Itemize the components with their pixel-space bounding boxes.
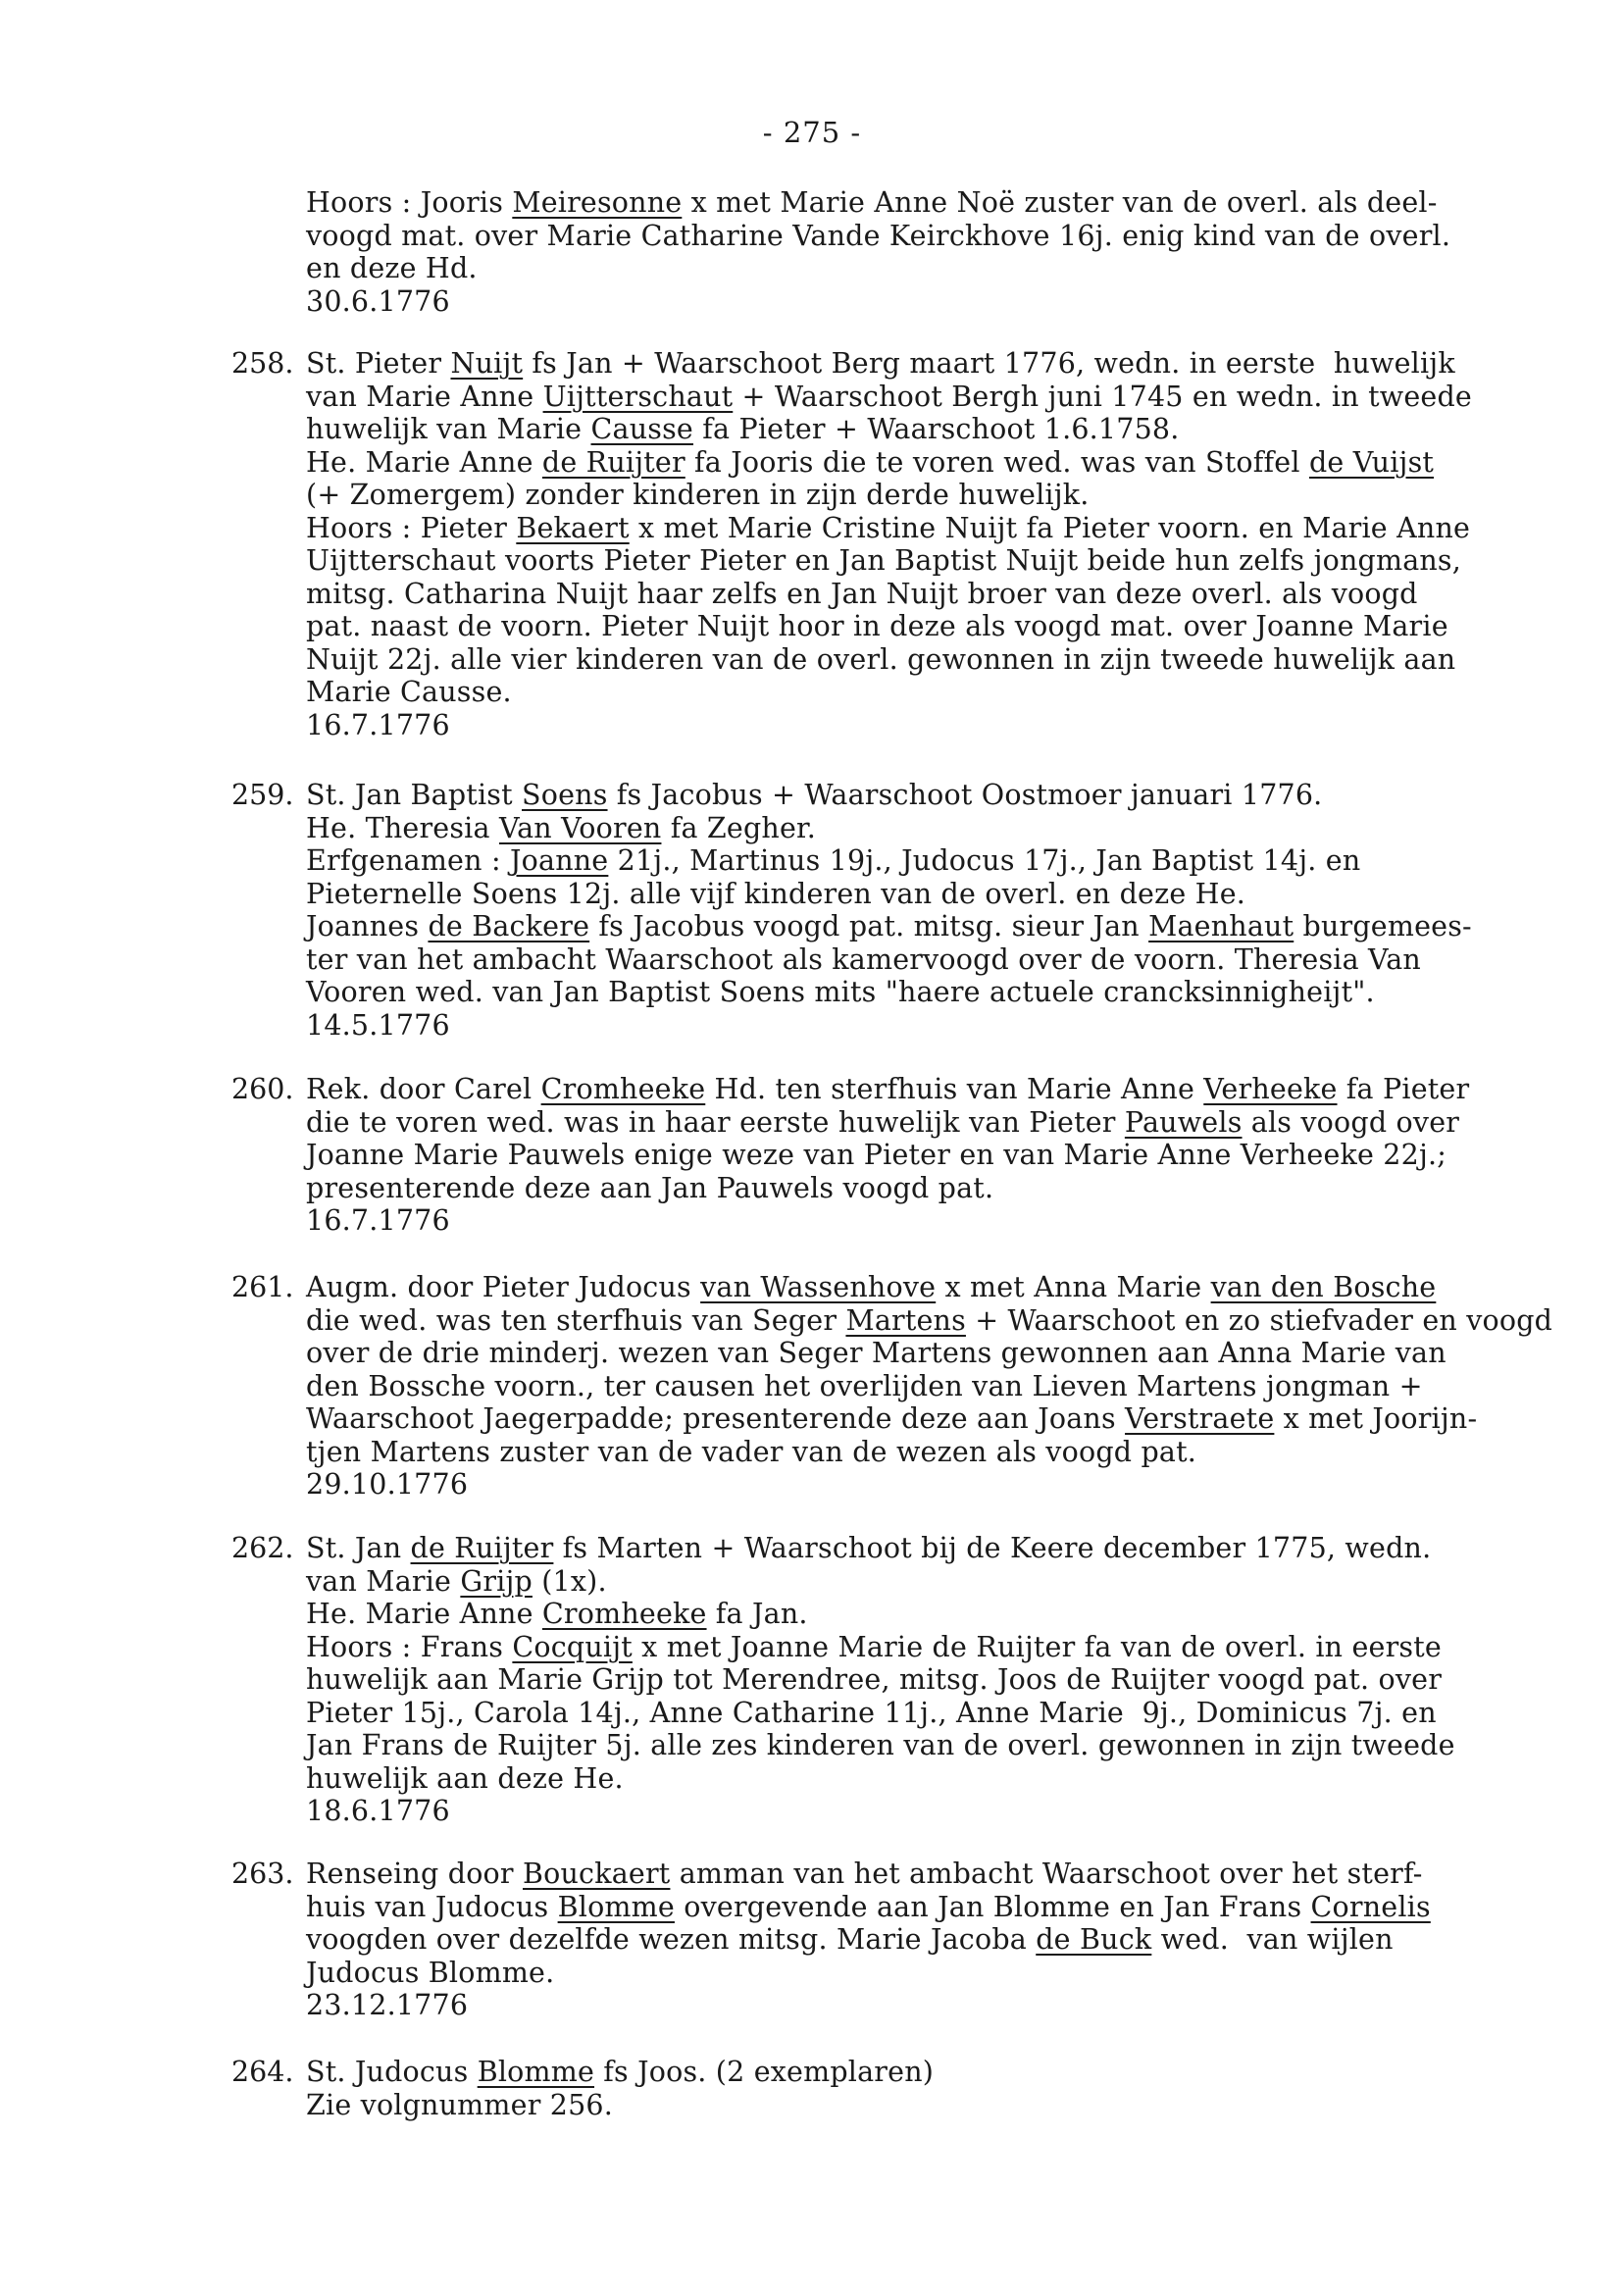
text-line bbox=[306, 676, 512, 709]
text-segment: Erfgenamen : bbox=[306, 844, 511, 877]
text-segment: He. Marie Anne bbox=[306, 1598, 542, 1630]
text-segment: Marie Causse. bbox=[306, 676, 512, 708]
text-segment: St. Jan bbox=[306, 1532, 411, 1564]
text-segment: Joanne Marie Pauwels enige weze van Pieter en van Marie Anne Verheeke 22j.; bbox=[306, 1139, 1447, 1171]
text-line bbox=[306, 1271, 1436, 1304]
text-segment: burgemees- bbox=[1294, 910, 1472, 942]
text-segment: St. Pieter bbox=[306, 347, 451, 380]
text-line bbox=[306, 220, 1450, 253]
underlined-name: Uijtterschaut bbox=[542, 380, 734, 413]
text-line bbox=[306, 878, 1245, 911]
text-segment: huwelijk aan deze He. bbox=[306, 1761, 624, 1795]
text-line bbox=[306, 1073, 1469, 1106]
underlined-name: Maenhaut bbox=[1148, 910, 1294, 942]
text-segment: fa Jan. bbox=[706, 1598, 808, 1630]
underlined-name: Cornelis bbox=[1310, 1890, 1431, 1923]
text-segment: St. Jan Baptist bbox=[306, 779, 523, 811]
text-segment: x met Marie Cristine Nuijt fa Pieter voorn. en Marie Anne bbox=[629, 511, 1471, 544]
text-line bbox=[306, 1989, 468, 2022]
text-line bbox=[306, 1729, 1455, 1762]
text-line bbox=[306, 1532, 1431, 1565]
entry-number: 263. bbox=[231, 1858, 294, 1890]
text-segment: amman van het ambacht Waarschoot over het sterf- bbox=[670, 1858, 1423, 1890]
text-segment: die te voren wed. was in haar eerste huwelijk van Pieter bbox=[306, 1105, 1125, 1139]
text-segment: Hoors : Jooris bbox=[306, 186, 513, 219]
text-segment: Hoors : Pieter bbox=[306, 511, 517, 544]
text-line bbox=[306, 2056, 934, 2089]
underlined-name: Causse bbox=[590, 413, 693, 445]
text-line bbox=[306, 1204, 450, 1238]
underlined-name: Martens bbox=[845, 1303, 966, 1337]
text-segment: pat. naast de voorn. Pieter Nuijt hoor in deze als voogd mat. over Joanne Marie bbox=[306, 610, 1448, 642]
text-segment: + Waarschoot en zo stiefvader en voogd bbox=[965, 1303, 1553, 1337]
text-segment: huis van Judocus bbox=[306, 1890, 558, 1923]
text-segment: ter van het ambacht Waarschoot als kamervoogd over de voorn. Theresia Van bbox=[306, 942, 1421, 976]
text-line bbox=[306, 1858, 1423, 1891]
underlined-name: Verheeke bbox=[1203, 1073, 1338, 1105]
text-segment: 16.7.1776 bbox=[306, 1204, 450, 1237]
text-segment: over de drie minderj. wezen van Seger Martens gewonnen aan Anna Marie van bbox=[306, 1337, 1446, 1369]
text-segment: Judocus Blomme. bbox=[306, 1956, 555, 1989]
entry-number: 258. bbox=[231, 347, 294, 380]
text-line bbox=[306, 779, 1322, 812]
underlined-name: Meiresonne bbox=[512, 186, 683, 219]
underlined-name: Bekaert bbox=[516, 511, 630, 544]
text-line bbox=[306, 1697, 1437, 1730]
text-line bbox=[306, 285, 450, 319]
text-segment: die wed. was ten sterfhuis van Seger bbox=[306, 1303, 846, 1337]
text-segment: van Marie bbox=[306, 1564, 461, 1598]
text-line bbox=[306, 943, 1421, 977]
text-line bbox=[306, 1402, 1477, 1436]
text-line bbox=[306, 709, 450, 742]
text-line bbox=[306, 1337, 1446, 1370]
page-number: - 275 - bbox=[762, 116, 862, 149]
text-segment: presenterende deze aan Jan Pauwels voogd pat. bbox=[306, 1171, 994, 1204]
text-segment: fs Marten + Waarschoot bij de Keere december 1775, wedn. bbox=[553, 1532, 1432, 1564]
text-line bbox=[306, 512, 1470, 545]
text-line bbox=[306, 479, 1090, 512]
text-line bbox=[306, 910, 1472, 943]
text-segment: Pieternelle Soens 12j. alle vijf kinderen van de overl. en deze He. bbox=[306, 877, 1246, 910]
text-line bbox=[306, 347, 1455, 381]
entry-number: 262. bbox=[231, 1532, 294, 1564]
text-segment: St. Judocus bbox=[306, 2056, 478, 2088]
text-segment: fa Jooris die te voren wed. was van Stoffel bbox=[685, 445, 1309, 479]
text-segment: He. Theresia bbox=[306, 811, 499, 844]
text-segment: x met Joorijn- bbox=[1274, 1402, 1478, 1435]
text-line bbox=[306, 1436, 1196, 1469]
text-segment: fa Zegher. bbox=[661, 811, 816, 844]
text-line bbox=[306, 1172, 993, 1205]
text-segment: 18.6.1776 bbox=[306, 1795, 450, 1827]
text-segment: (1x). bbox=[532, 1564, 607, 1598]
underlined-name: Nuijt bbox=[450, 347, 524, 380]
text-segment: x met Joanne Marie de Ruijter fa van de overl. in eerste bbox=[632, 1630, 1442, 1663]
text-line bbox=[306, 413, 1180, 446]
text-segment: Hoors : Frans bbox=[306, 1630, 513, 1663]
text-segment: + Waarschoot Bergh juni 1745 en wedn. in tweede bbox=[733, 380, 1472, 413]
text-line bbox=[306, 446, 1434, 480]
text-line bbox=[306, 1957, 554, 1990]
underlined-name: Joanne bbox=[510, 844, 609, 877]
underlined-name: van den Bosche bbox=[1210, 1271, 1437, 1303]
text-line bbox=[306, 252, 478, 285]
text-segment: als voogd over bbox=[1242, 1105, 1460, 1139]
text-line bbox=[306, 1795, 450, 1828]
text-line bbox=[306, 578, 1418, 611]
underlined-name: de Backere bbox=[428, 910, 590, 942]
text-segment: x met Anna Marie bbox=[936, 1271, 1211, 1303]
text-segment: voogd mat. over Marie Catharine Vande Keirckhove 16j. enig kind van de overl. bbox=[306, 219, 1451, 252]
text-segment: 30.6.1776 bbox=[306, 284, 450, 318]
text-segment: He. Marie Anne bbox=[306, 445, 542, 479]
entry-number: 260. bbox=[231, 1073, 294, 1105]
text-segment: van Marie Anne bbox=[306, 380, 543, 413]
text-segment: 21j., Martinus 19j., Judocus 17j., Jan Baptist 14j. en bbox=[608, 844, 1361, 877]
text-segment: Joannes bbox=[306, 910, 429, 942]
text-line bbox=[306, 1762, 624, 1796]
text-line bbox=[306, 1304, 1552, 1338]
underlined-name: Van Vooren bbox=[498, 811, 662, 844]
underlined-name: de Buck bbox=[1036, 1923, 1152, 1956]
text-line bbox=[306, 1631, 1442, 1664]
text-line bbox=[306, 812, 816, 845]
text-segment: huwelijk aan Marie Grijp tot Merendree, mitsg. Joos de Ruijter voogd pat. over bbox=[306, 1663, 1443, 1696]
text-segment: 23.12.1776 bbox=[306, 1989, 469, 2021]
text-line bbox=[306, 976, 1375, 1009]
text-line bbox=[306, 1139, 1446, 1172]
text-segment: fs Jacobus + Waarschoot Oostmoer januari 1776. bbox=[607, 779, 1323, 811]
entry-number: 261. bbox=[231, 1271, 294, 1303]
text-line bbox=[306, 1663, 1442, 1697]
text-segment: Nuijt 22j. alle vier kinderen van de overl. gewonnen in zijn tweede huwelijk aan bbox=[306, 642, 1456, 676]
underlined-name: Blomme bbox=[557, 1890, 675, 1923]
text-segment: Rek. door Carel bbox=[306, 1073, 541, 1105]
text-segment: 29.10.1776 bbox=[306, 1468, 469, 1501]
underlined-name: Cromheeke bbox=[540, 1073, 706, 1105]
entry-number: 259. bbox=[231, 779, 294, 811]
text-segment: den Bossche voorn., ter causen het overlijden van Lieven Martens jongman + bbox=[306, 1369, 1423, 1402]
text-line bbox=[306, 544, 1461, 578]
text-segment: Augm. door Pieter Judocus bbox=[306, 1271, 701, 1303]
text-line bbox=[306, 186, 1438, 220]
text-line bbox=[306, 643, 1455, 677]
text-line bbox=[306, 381, 1472, 414]
text-segment: Hd. ten sterfhuis van Marie Anne bbox=[705, 1073, 1204, 1105]
text-segment: fs Jacobus voogd pat. mitsg. sieur Jan bbox=[589, 910, 1149, 942]
underlined-name: de Vuijst bbox=[1308, 445, 1435, 479]
text-line bbox=[306, 1891, 1431, 1924]
text-line bbox=[306, 1923, 1394, 1957]
underlined-name: Blomme bbox=[477, 2056, 595, 2088]
text-segment: (+ Zomergem) zonder kinderen in zijn derde huwelijk. bbox=[306, 479, 1090, 511]
text-segment: Waarschoot Jaegerpadde; presenterende deze aan Joans bbox=[306, 1402, 1126, 1435]
text-segment: Pieter 15j., Carola 14j., Anne Catharine 11j., Anne Marie 9j., Dominicus 7j. en bbox=[306, 1696, 1437, 1729]
underlined-name: Bouckaert bbox=[523, 1858, 671, 1890]
text-segment: fa Pieter + Waarschoot 1.6.1758. bbox=[693, 413, 1180, 445]
text-line bbox=[306, 844, 1360, 878]
text-segment: x met Marie Anne Noë zuster van de overl. als deel- bbox=[682, 186, 1438, 219]
text-segment: tjen Martens zuster van de vader van de wezen als voogd pat. bbox=[306, 1435, 1197, 1468]
text-segment: en deze Hd. bbox=[306, 252, 478, 284]
text-segment: wed. van wijlen bbox=[1151, 1923, 1394, 1956]
underlined-name: Cocquijt bbox=[512, 1630, 633, 1663]
underlined-name: Cromheeke bbox=[541, 1598, 707, 1630]
underlined-name: van Wassenhove bbox=[700, 1271, 937, 1303]
underlined-name: Verstraete bbox=[1125, 1402, 1275, 1435]
text-segment: overgevende aan Jan Blomme en Jan Frans bbox=[674, 1890, 1311, 1923]
text-segment: Uijtterschaut voorts Pieter Pieter en Jan Baptist Nuijt beide hun zelfs jongmans, bbox=[306, 544, 1462, 577]
underlined-name: Soens bbox=[522, 779, 608, 811]
text-segment: fs Jan + Waarschoot Berg maart 1776, wedn. in eerste huwelijk bbox=[523, 347, 1455, 380]
text-segment: fa Pieter bbox=[1337, 1073, 1470, 1105]
text-segment: 14.5.1776 bbox=[306, 1008, 450, 1042]
text-segment: mitsg. Catharina Nuijt haar zelfs en Jan Nuijt broer van deze overl. als voogd bbox=[306, 577, 1418, 610]
text-segment: Zie volgnummer 256. bbox=[306, 2088, 614, 2121]
text-segment: huwelijk van Marie bbox=[306, 413, 591, 445]
text-segment: 16.7.1776 bbox=[306, 708, 450, 741]
text-segment: Vooren wed. van Jan Baptist Soens mits "haere actuele crancksinnigheijt". bbox=[306, 976, 1375, 1008]
underlined-name: de Ruijter bbox=[410, 1532, 554, 1564]
text-line bbox=[306, 1565, 607, 1599]
text-line bbox=[306, 1468, 468, 1502]
underlined-name: de Ruijter bbox=[541, 445, 685, 479]
text-line bbox=[306, 1009, 450, 1043]
text-segment: Jan Frans de Ruijter 5j. alle zes kinderen van de overl. gewonnen in zijn tweede bbox=[306, 1729, 1455, 1761]
text-segment: fs Joos. (2 exemplaren) bbox=[594, 2056, 935, 2088]
entry-number: 264. bbox=[231, 2056, 294, 2088]
text-segment: voogden over dezelfde wezen mitsg. Marie Jacoba bbox=[306, 1923, 1037, 1956]
text-line bbox=[306, 1106, 1459, 1140]
underlined-name: Grijp bbox=[460, 1564, 533, 1598]
text-line bbox=[306, 1598, 808, 1631]
text-line bbox=[306, 610, 1448, 643]
underlined-name: Pauwels bbox=[1124, 1105, 1243, 1139]
text-segment: Renseing door bbox=[306, 1858, 523, 1890]
text-line bbox=[306, 1370, 1423, 1403]
text-line bbox=[306, 2089, 613, 2122]
